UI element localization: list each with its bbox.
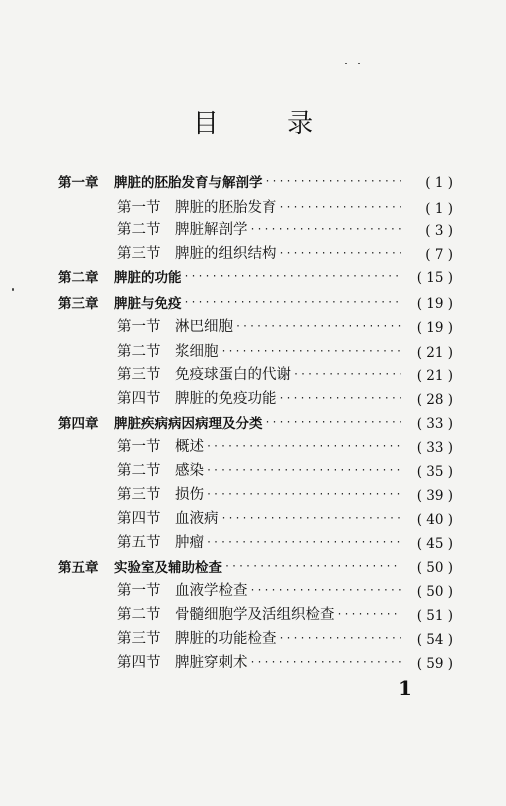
chapter-title: 脾脏的功能 (114, 270, 182, 286)
section-label: 第二节 (117, 222, 161, 238)
toc-chapter-entry (58, 412, 453, 432)
dot-leader (250, 224, 402, 239)
toc-section-entry (117, 388, 453, 408)
toc-section-entry (117, 628, 453, 648)
section-title: 损伤 (175, 487, 204, 503)
page-number: 1 (398, 676, 412, 700)
dot-leader (279, 633, 402, 648)
section-label: 第四节 (117, 391, 161, 407)
page-reference: ( 28 ) (416, 392, 453, 408)
section-label: 第一节 (117, 200, 161, 216)
toc-chapter-entry (58, 171, 453, 191)
section-label: 第一节 (117, 439, 161, 455)
chapter-label: 第二章 (58, 270, 99, 286)
scan-speck (345, 63, 347, 64)
section-title: 免疫球蛋白的代谢 (175, 367, 291, 383)
page-reference: ( 19 ) (416, 320, 453, 336)
chapter-title: 脾脏疾病病因病理及分类 (114, 416, 263, 432)
section-label: 第二节 (117, 463, 161, 479)
chapter-label: 第一章 (58, 175, 99, 191)
dot-leader (206, 537, 401, 552)
dot-leader (250, 657, 402, 672)
page-reference: ( 45 ) (416, 536, 453, 552)
section-title: 概述 (175, 439, 204, 455)
section-label: 第三节 (117, 487, 161, 503)
dot-leader (265, 176, 402, 191)
toc-section-entry (117, 532, 453, 552)
page-reference: ( 50 ) (416, 584, 453, 600)
section-title: 感染 (175, 463, 204, 479)
toc-chapter-entry (58, 292, 453, 312)
section-title: 浆细胞 (175, 344, 219, 360)
dot-leader (293, 369, 401, 384)
chapter-title: 脾脏与免疫 (114, 296, 182, 312)
section-title: 脾脏的组织结构 (175, 246, 277, 262)
toc-section-entry (117, 508, 453, 528)
page-reference: ( 54 ) (416, 632, 453, 648)
section-label: 第二节 (117, 607, 161, 623)
section-title: 血液学检查 (175, 583, 248, 599)
chapter-title: 脾脏的胚胎发育与解剖学 (114, 175, 263, 191)
dot-leader (184, 271, 402, 286)
dot-leader (265, 417, 402, 432)
section-title: 脾脏的功能检查 (175, 631, 277, 647)
chapter-label: 第四章 (58, 416, 99, 432)
scan-speck (12, 288, 14, 291)
toc-section-entry (117, 652, 453, 672)
page-reference: ( 7 ) (425, 247, 453, 263)
page-title: 目 录 (192, 109, 344, 139)
toc-section-entry (117, 243, 453, 263)
toc-chapter-entry (58, 556, 453, 576)
dot-leader (279, 248, 402, 263)
toc-section-entry (117, 219, 453, 239)
toc-section-entry (117, 580, 453, 600)
page-reference: ( 51 ) (416, 608, 453, 624)
page-reference: ( 35 ) (416, 464, 453, 480)
section-label: 第三节 (117, 246, 161, 262)
section-title: 脾脏解剖学 (175, 222, 248, 238)
scan-speck (358, 63, 360, 64)
dot-leader (206, 441, 401, 456)
page-reference: ( 1 ) (425, 175, 453, 191)
page-reference: ( 19 ) (416, 296, 453, 312)
page-reference: ( 33 ) (416, 440, 453, 456)
section-label: 第一节 (117, 319, 161, 335)
page-reference: ( 15 ) (416, 270, 453, 286)
section-title: 脾脏的胚胎发育 (175, 200, 277, 216)
section-label: 第三节 (117, 367, 161, 383)
page-reference: ( 33 ) (416, 416, 453, 432)
dot-leader (279, 202, 402, 217)
dot-leader (279, 393, 402, 408)
section-label: 第四节 (117, 511, 161, 527)
chapter-label: 第五章 (58, 560, 99, 576)
section-label: 第三节 (117, 631, 161, 647)
dot-leader (235, 321, 401, 336)
section-title: 脾脏的免疫功能 (175, 391, 277, 407)
toc-section-entry (117, 460, 453, 480)
section-title: 血液病 (175, 511, 219, 527)
dot-leader (250, 585, 402, 600)
section-title: 肿瘤 (175, 535, 204, 551)
dot-leader (224, 561, 401, 576)
dot-leader (221, 346, 402, 361)
chapter-title: 实验室及辅助检查 (114, 560, 222, 576)
section-title: 淋巴细胞 (175, 319, 233, 335)
dot-leader (206, 465, 401, 480)
page-reference: ( 21 ) (416, 368, 453, 384)
chapter-label: 第三章 (58, 296, 99, 312)
dot-leader (206, 489, 401, 504)
page-reference: ( 3 ) (425, 223, 453, 239)
page-reference: ( 39 ) (416, 488, 453, 504)
toc-section-entry (117, 316, 453, 336)
page-reference: ( 50 ) (416, 560, 453, 576)
toc-chapter-entry (58, 266, 453, 286)
page-reference: ( 59 ) (416, 656, 453, 672)
toc-section-entry (117, 341, 453, 361)
section-label: 第五节 (117, 535, 161, 551)
section-label: 第一节 (117, 583, 161, 599)
section-title: 脾脏穿刺术 (175, 655, 248, 671)
section-title: 骨髓细胞学及活组织检查 (175, 607, 335, 623)
page-reference: ( 21 ) (416, 345, 453, 361)
page-reference: ( 1 ) (425, 201, 453, 217)
toc-section-entry (117, 604, 453, 624)
toc-section-entry (117, 484, 453, 504)
dot-leader (184, 297, 402, 312)
page-reference: ( 40 ) (416, 512, 453, 528)
toc-section-entry (117, 364, 453, 384)
dot-leader (221, 513, 402, 528)
dot-leader (337, 609, 402, 624)
section-label: 第四节 (117, 655, 161, 671)
toc-section-entry (117, 436, 453, 456)
section-label: 第二节 (117, 344, 161, 360)
toc-section-entry (117, 197, 453, 217)
